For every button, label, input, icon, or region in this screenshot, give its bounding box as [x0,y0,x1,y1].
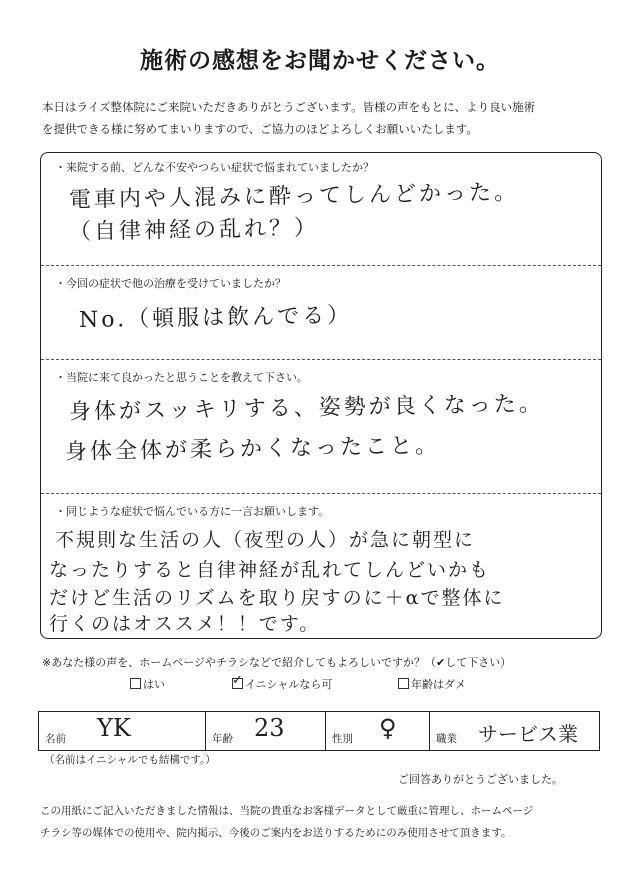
check-mark-icon: ✓ [232,673,243,688]
consent-option-label: 年齢はダメ [411,678,466,691]
name-note: （名前はイニシャルでも結構です。） [44,754,216,766]
intro-line-1: 本日はライズ整体院にご来院いただきありがとうございます。皆様の声をもとに、より良い施術 [42,100,536,114]
checkbox[interactable] [130,678,141,689]
answer-2-line-1: No.（頓服は飲んでる） [78,303,353,333]
divider [41,359,601,360]
gender-value: ♀ [379,714,397,742]
answer-4-line-1: 不規則な生活の人（夜型の人）が急に朝型に [55,529,476,551]
page-title: 施術の感想をお聞かせください。 [140,48,500,74]
thanks-text: ご回答ありがとうございました。 [398,773,563,786]
questions-box [40,152,602,639]
name-value: YK [97,714,131,742]
job-value: サービス業 [478,722,578,746]
answer-3-line-1: 身体がスッキリする、姿勢が良くなった。 [68,391,544,425]
intro-line-2: を提供できる様に努めてまいりますので、ご協力のほどよろしくお願いいたします。 [42,122,478,136]
answer-1-line-1: 電車内や人混みに酔ってしんどかった。 [68,180,520,213]
checkbox[interactable] [398,678,409,689]
answer-3-line-2: 身体全体が柔らかくなったこと。 [64,433,441,465]
privacy-line-2: チラシ等の媒体での使用や、院内掲示、今後のご案内をお送りするためにのみ使用させて頂きます。 [40,827,512,839]
consent-option-label: イニシャルなら可 [245,678,333,691]
answer-4-line-2: なったりすると自律神経が乱れてしんどいかも [49,559,491,581]
intro-text [42,96,602,140]
question-2: ・今回の症状で他の治療を受けていましたか？ [55,277,286,290]
personal-info-row [38,711,600,751]
divider [41,265,601,266]
answer-1-line-2: （自律神経の乱れ？） [68,215,320,245]
age-value: 23 [254,714,285,742]
question-1: ・来院する前、どんな不安やつらい症状で悩まれていましたか？ [55,161,374,174]
consent-option-yes[interactable] [130,676,165,692]
answer-4-line-3: だけど生活のリズムを取り戻すのに＋αで整体に [49,587,505,609]
question-4: ・同じような症状で悩んでいる方に一言お願いします。 [55,505,330,518]
gender-label: 性別 [332,733,353,745]
name-label: 名前 [45,733,66,745]
consent-question: ※あなた様の声を、ホームページやチラシなどで紹介してもよろしいですか？（✔して下さい） [42,656,512,669]
job-cell [429,712,600,750]
consent-option-no-age[interactable] [398,676,466,692]
privacy-notice [40,800,610,844]
question-3: ・当院に来て良かったと思うことを教えて下さい。 [55,371,308,384]
consent-option-label: はい [143,678,165,691]
job-label: 職業 [436,733,457,745]
age-cell [205,712,292,750]
answer-4-line-4: 行くのはオススメ！！です。 [49,613,321,635]
checkbox-checked[interactable] [232,673,243,689]
privacy-line-1: この用紙にご記入いただきました情報は、当院の貴重なお客様データとして厳重に管理し、ホームページ [40,805,534,817]
divider [41,493,601,494]
consent-option-initials[interactable] [232,673,333,692]
age-label: 年齢 [212,733,233,745]
